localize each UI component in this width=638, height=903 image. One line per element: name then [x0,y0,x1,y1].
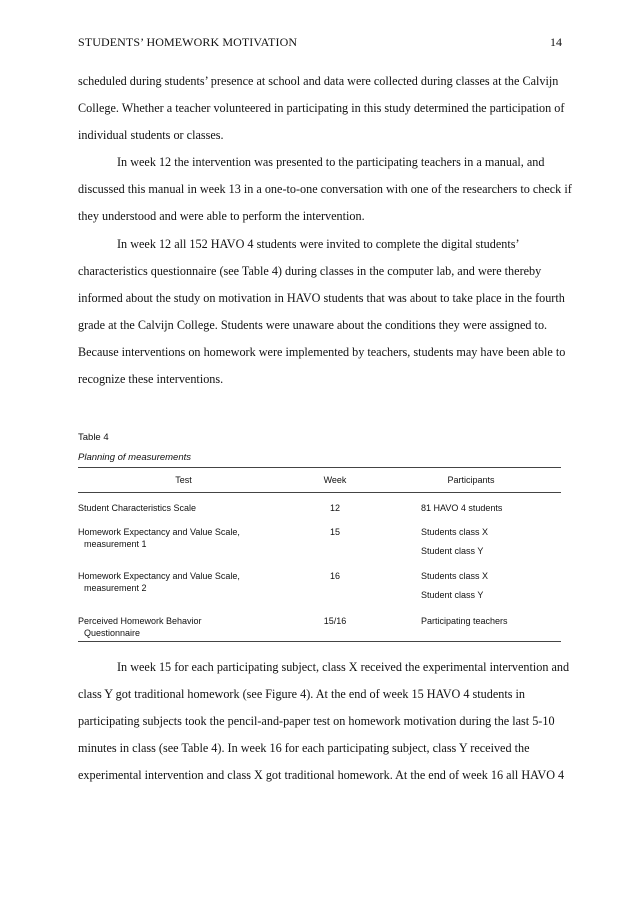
cell-text: measurement 1 [84,539,147,549]
table-label: Table 4 [78,432,109,443]
text-line: grade at the Calvijn College. Students were unaware about the conditions they were assigned to. [78,317,548,332]
page-number: 14 [550,35,562,49]
text-line: characteristics questionnaire (see Table 4) during classes in the computer lab, and were thereby [78,263,542,278]
text-line: College. Whether a teacher volunteered in participating in this study determined the participation of [78,101,565,116]
text-line: scheduled during students’ presence at school and data were collected during classes at the Calvijn [78,74,559,88]
table-header-row [78,468,561,493]
cell-text: Homework Expectancy and Value Scale, [78,571,240,581]
body-text-top [78,68,572,393]
cell-text: Homework Expectancy and Value Scale, [78,527,240,537]
table-row [78,493,561,519]
text-line: they understood and were able to perform the intervention. [78,209,365,224]
column-header-test: Test [175,475,192,485]
text-line: participating subjects took the pencil-and-paper test on homework motivation during the last 5-10 [78,714,555,729]
cell-text: measurement 2 [84,583,147,593]
cell-text: Questionnaire [84,628,141,638]
cell-text: 81 HAVO 4 students [421,503,503,513]
cell-test [78,502,289,519]
cell-text: Students class X [421,527,489,537]
body-text-bottom [78,654,570,789]
text-line: informed about the study on motivation in HAVO students that was about to take place in the fourth [78,290,565,305]
cell-week: 12 [329,503,340,513]
column-header-week: Week [323,475,347,485]
cell-participants [381,570,561,607]
text-line: recognize these interventions. [78,372,224,387]
running-head: STUDENTS’ HOMEWORK MOTIVATION [78,35,298,49]
cell-test [78,615,289,641]
table-caption [78,428,191,468]
cell-text: Student Characteristics Scale [78,503,197,513]
cell-text: Participating teachers [421,616,508,626]
text-line: discussed this manual in week 13 in a one-to-one conversation with one of the researchers to check if [78,182,572,197]
measurement-table [78,467,561,642]
text-line: individual students or classes. [78,128,224,143]
cell-text: Perceived Homework Behavior [78,616,202,626]
text-line: class Y got traditional homework (see Figure 4). At the end of week 15 HAVO 4 students in [78,687,526,702]
cell-week: 15/16 [323,616,347,626]
cell-test [78,570,289,607]
cell-participants [381,526,561,563]
cell-text: Student class Y [421,546,484,556]
text-line: In week 12 the intervention was presented to the participating teachers in a manual, and [117,155,545,170]
text-line: experimental intervention and class X got traditional homework. At the end of week 16 all HAVO 4 [78,768,565,783]
table-row [78,519,561,563]
cell-text: Student class Y [421,590,484,600]
text-line: minutes in class (see Table 4). In week 16 for each participating subject, class Y received the [78,741,530,756]
table-row [78,563,561,607]
cell-test [78,526,289,563]
cell-participants [381,615,561,641]
table-title: Planning of measurements [78,452,192,463]
cell-week: 16 [329,571,340,581]
text-line: Because interventions on homework were implemented by teachers, students may have been able to [78,344,566,359]
text-line: In week 12 all 152 HAVO 4 students were invited to complete the digital students’ [117,236,520,251]
table-row [78,607,561,641]
cell-participants [381,502,561,519]
cell-text: Students class X [421,571,489,581]
cell-week: 15 [329,527,340,537]
text-line: In week 15 for each participating subject, class X received the experimental intervention and [117,660,570,674]
column-header-participants: Participants [447,475,495,485]
